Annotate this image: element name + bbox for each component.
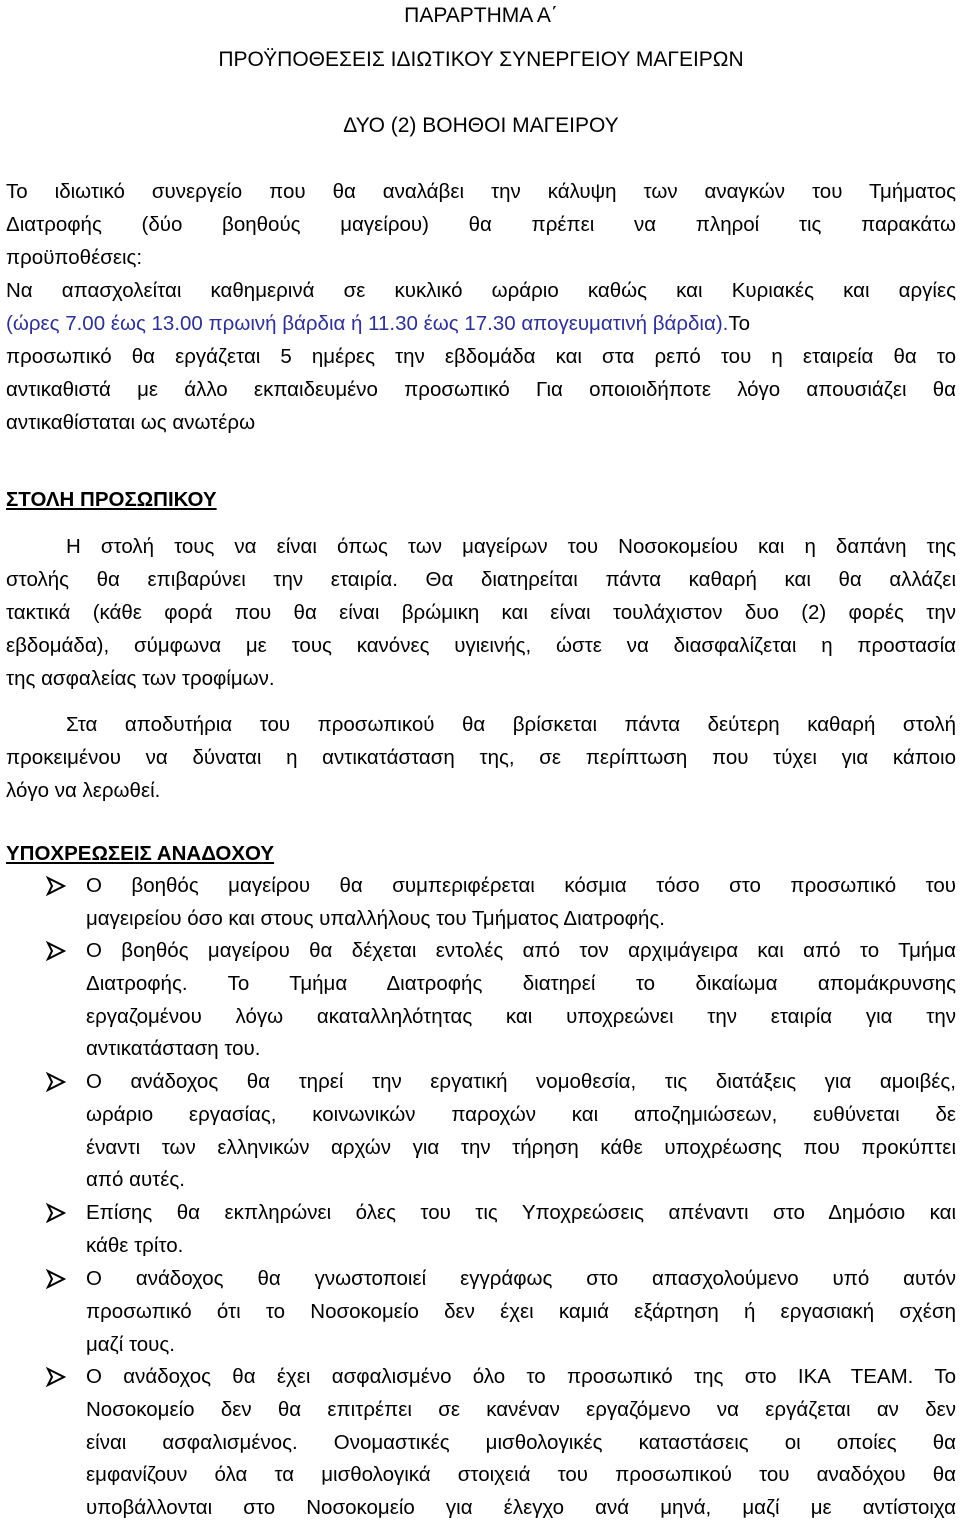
obligations-heading: ΥΠΟΧΡΕΩΣΕΙΣ ΑΝΑΔΟΧΟΥ <box>6 842 275 865</box>
uniform-heading: ΣΤΟΛΗ ΠΡΟΣΩΠΙΚΟΥ <box>6 488 217 511</box>
obligation-3-line-3: έναντι των ελληνικών αρχών για την τήρηση κάθε υποχρέωσης που προκύπτει <box>86 1136 956 1159</box>
uniform-p2-line-2: προκειμένου να δύναται η αντικατάσταση της, σε περίπτωση που τύχει για κάποιο <box>6 746 956 769</box>
uniform-p2-line-3: λόγο να λερωθεί. <box>6 779 161 802</box>
shift-hours-text: (ώρες 7.00 έως 13.00 πρωινή βάρδια ή 11.30 έως 17.30 απογευματινή βάρδια). <box>6 312 729 335</box>
uniform-p2-line-1: Στα αποδυτήρια του προσωπικού θα βρίσκεται πάντα δεύτερη καθαρή στολή <box>66 713 956 736</box>
bullet-arrow-icon <box>46 1269 68 1297</box>
obligation-5-line-3: μαζί τους. <box>86 1333 175 1356</box>
uniform-line-5: της ασφαλείας των τροφίμων. <box>6 667 275 690</box>
bullet-arrow-icon <box>46 941 68 969</box>
obligation-2-line-3: εργαζομένου λόγω ακαταλληλότητας και υποχρεώνει την εταιρία για την <box>86 1005 956 1028</box>
intro-line-4: Να απασχολείται καθημερινά σε κυκλικό ωράριο καθώς και Κυριακές και αργίες <box>6 279 956 302</box>
obligation-2-line-4: αντικατάσταση του. <box>86 1037 261 1060</box>
intro-line-6: προσωπικό θα εργάζεται 5 ημέρες την εβδομάδα και στα ρεπό του η εταιρεία θα το <box>6 345 956 368</box>
obligation-3-line-2: ωράριο εργασίας, κοινωνικών παροχών και αποζημιώσεων, ευθύνεται δε <box>86 1103 956 1126</box>
intro-line-8: αντικαθίσταται ως ανωτέρω <box>6 411 256 434</box>
section-title: ΔΥΟ (2) ΒΟΗΘΟΙ ΜΑΓΕΙΡΟΥ <box>343 114 619 137</box>
obligation-1-line-2: μαγειρείου όσο και στους υπαλλήλους του Τμήματος Διατροφής. <box>86 907 665 930</box>
obligation-5-line-2: προσωπικό ότι το Νοσοκομείο δεν έχει καμιά εξάρτηση ή εργασιακή σχέση <box>86 1300 956 1323</box>
obligation-3-line-4: από αυτές. <box>86 1168 185 1191</box>
intro-line-2: Διατροφής (δύο βοηθούς μαγείρου) θα πρέπει να πληροί τις παρακάτω <box>6 213 956 236</box>
obligation-2-line-1: Ο βοηθός μαγείρου θα δέχεται εντολές από τον αρχιμάγειρα και από το Τμήμα <box>86 939 956 962</box>
obligation-6-line-3: είναι ασφαλισμένος. Ονομαστικές μισθολογικές καταστάσεις οι οποίες θα <box>86 1431 956 1454</box>
intro-line-5-rest: Το <box>728 312 751 335</box>
page-title: ΠΑΡΑΡΤΗΜΑ Α΄ <box>404 4 558 27</box>
obligation-1-line-1: Ο βοηθός μαγείρου θα συμπεριφέρεται κόσμια τόσο στο προσωπικό του <box>86 874 956 897</box>
uniform-line-2: στολής θα επιβαρύνει την εταιρία. Θα διατηρείται πάντα καθαρή και θα αλλάζει <box>6 568 956 591</box>
obligation-3-line-1: Ο ανάδοχος θα τηρεί την εργατική νομοθεσία, τις διατάξεις για αμοιβές, <box>86 1070 956 1093</box>
obligation-6-line-5: υποβάλλονται στο Νοσοκομείο για έλεγχο ανά μηνά, μαζί με αντίστοιχα <box>86 1496 956 1519</box>
intro-line-1: Το ιδιωτικό συνεργείο που θα αναλάβει την κάλυψη των αναγκών του Τμήματος <box>6 180 956 203</box>
uniform-line-3: τακτικά (κάθε φορά που θα είναι βρώμικη και είναι τουλάχιστον δυο (2) φορές την <box>6 601 956 624</box>
obligation-4-line-2: κάθε τρίτο. <box>86 1234 184 1257</box>
uniform-line-1: Η στολή τους να είναι όπως των μαγείρων του Νοσοκομείου και η δαπάνη της <box>66 535 956 558</box>
intro-line-7: αντικαθιστά με άλλο εκπαιδευμένο προσωπικό Για οποιοιδήποτε λόγο απουσιάζει θα <box>6 378 956 401</box>
bullet-arrow-icon <box>46 1072 68 1100</box>
obligation-6-line-1: Ο ανάδοχος θα έχει ασφαλισμένο όλο το προσωπικό της στο ΙΚΑ ΤΕΑΜ. Το <box>86 1365 956 1388</box>
bullet-arrow-icon <box>46 1203 68 1231</box>
obligation-2-line-2: Διατροφής. Το Τμήμα Διατροφής διατηρεί το δικαίωμα απομάκρυνσης <box>86 972 956 995</box>
intro-line-3: προϋποθέσεις: <box>6 246 143 269</box>
obligation-5-line-1: Ο ανάδοχος θα γνωστοποιεί εγγράφως στο απασχολούμενο υπό αυτόν <box>86 1267 956 1290</box>
obligation-6-line-4: εμφανίζουν όλα τα μισθολογικά στοιχειά του προσωπικού του αναδόχου θα <box>86 1463 956 1486</box>
uniform-line-4: εβδομάδα), σύμφωνα με τους κανόνες υγιεινής, ώστε να διασφαλίζεται η προστασία <box>6 634 956 657</box>
obligation-6-line-2: Νοσοκομείο δεν θα επιτρέπει σε κανέναν εργαζόμενο να εργάζεται αν δεν <box>86 1398 956 1421</box>
bullet-arrow-icon <box>46 876 68 904</box>
bullet-arrow-icon <box>46 1367 68 1395</box>
intro-line-5 <box>6 310 956 338</box>
obligation-4-line-1: Επίσης θα εκπληρώνει όλες του τις Υποχρεώσεις απέναντι στο Δημόσιο και <box>86 1201 956 1224</box>
page-subtitle: ΠΡΟΫΠΟΘΕΣΕΙΣ ΙΔΙΩΤΙΚΟΥ ΣΥΝΕΡΓΕΙΟΥ ΜΑΓΕΙΡΩΝ <box>218 48 744 71</box>
